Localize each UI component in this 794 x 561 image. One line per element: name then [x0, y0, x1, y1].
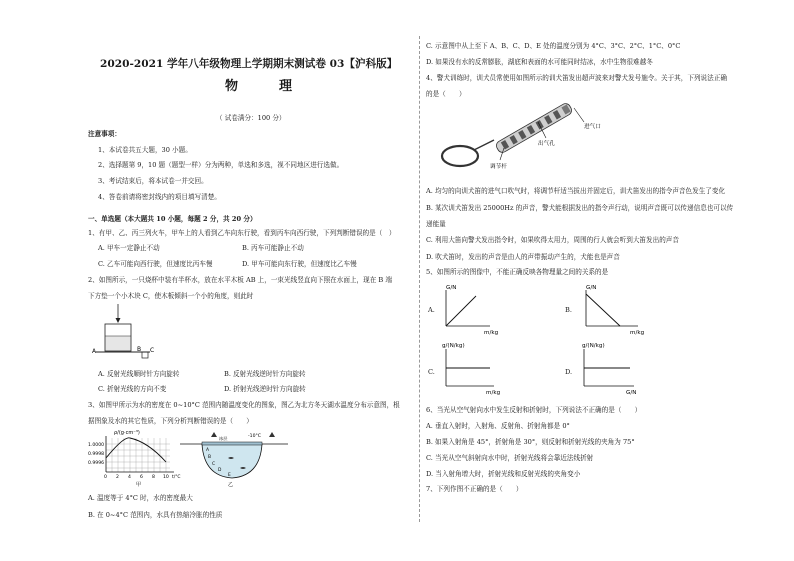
q6-stem: 6、当光从空气射向水中发生反射和折射时，下列说法不正确的是（ ）: [426, 406, 642, 414]
q3-stem: 据图象及水的其它性质，下列分析判断错误的是（ ）: [88, 417, 253, 425]
score-note: （ 试卷满分：100 分）: [216, 114, 286, 122]
q2-option-c: C. 折射光线的方向不变: [98, 385, 167, 393]
ice-layer: [202, 442, 262, 445]
section-heading: 一、单选题（本大题共 10 小题，每题 2 分，共 20 分）: [88, 215, 257, 223]
air-temperature: -10°C: [248, 434, 262, 439]
graph-c: [440, 338, 506, 396]
x-tick-label: 2: [116, 475, 119, 480]
lake-label: B: [208, 455, 212, 460]
label-c: C: [150, 347, 155, 354]
graph-b-y-label: G/N: [586, 285, 597, 291]
q2-option-b: B. 反射光线逆时针方向旋转: [224, 370, 306, 378]
q4-option-c: C. 利用大笛向警犬发出指令时，如果吹得太用力，周围的行人就会听到大笛发出的声音: [426, 236, 679, 244]
note-item: 4、答卷前请将密封线内的项目填写清楚。: [98, 193, 221, 201]
label-a: A: [92, 348, 97, 355]
graph-b-line: [586, 294, 620, 326]
outlet-label: 出气孔: [538, 141, 555, 147]
x-tick-label: 0: [104, 475, 107, 480]
right-column: [426, 0, 750, 561]
lake-water: [202, 444, 262, 478]
q5-option-d: D.: [565, 368, 573, 376]
q4-option-b: B. 某次训犬笛发出 25000Hz 的声音，警犬能根据发出的指令声行动，说明声音既可以传递信息也可以传: [426, 204, 734, 212]
whistle-body: [495, 102, 574, 154]
graph-a: [440, 280, 502, 336]
q4-option-d: D. 吹犬笛时，发出的声音是由人的声带振动产生的，犬能也是声音: [426, 253, 620, 261]
q2-stem: 2、如图所示，一只烧杯中装有半杯水，放在水平木板 AB 上，一束光线竖直向下照在水面上，现在 B 端: [88, 276, 392, 284]
q2-stem: 下方垫一个小木块 C，使木板倾斜一个小的角度，则此时: [88, 292, 254, 300]
lake-label: C: [212, 462, 216, 467]
exam-title: 2020-2021 学年八年级物理上学期期末测试卷 03【沪科版】: [100, 58, 398, 70]
graph-d-y-label: g/(N/kg): [582, 343, 605, 349]
q7-stem: 7、下列作图不正确的是（ ）: [426, 485, 523, 493]
whistle-ring: [442, 146, 478, 166]
density-grid: [106, 438, 170, 472]
q3-option-d: D. 如果没有水的反常膨胀，湖底和表面的水可能同时结冰，水中生物很难越冬: [426, 58, 653, 66]
label-b: B: [137, 346, 142, 353]
q3-option-c: C. 示意图中从上至下 A、B、C、D、E 处的温度分别为 4°C、3°C、2°C、1°C、0°C: [426, 42, 681, 50]
graph-a-y-label: G/N: [446, 285, 457, 291]
tree-icon: [269, 432, 275, 437]
q3-option-a: A. 温度等于 4°C 时，水的密度最大: [88, 494, 193, 502]
graph-a-line: [446, 296, 476, 326]
graph-a-x-label: m/kg: [484, 330, 499, 336]
ice-label: 冰层: [219, 436, 228, 441]
inlet-label: 进气口: [584, 124, 601, 130]
y-tick-label: 0.9996: [88, 461, 105, 466]
lake-label: D: [218, 468, 222, 473]
y-tick-label: 0.9998: [88, 452, 105, 457]
q6-option-b: B. 如果入射角是 45°，折射角是 30°，则反射和折射光线的夹角为 75°: [426, 438, 635, 446]
q4-option-b-cont: 递能量: [426, 220, 446, 228]
q1-stem: 1、有甲、乙、丙三列火车，甲车上的人看到乙车向东行驶，看到丙车向西行驶，下列判断错误的是（ ）: [88, 229, 396, 237]
q6-option-a: A. 垂直入射时，入射角、反射角、折射角都是 0°: [426, 422, 570, 430]
x-tick-label: 8: [152, 475, 155, 480]
block-c: [142, 352, 148, 358]
rod-label: 调节杆: [490, 164, 507, 170]
q6-option-c: C. 当光从空气斜射向水中时，折射光线将会靠近法线折射: [426, 454, 594, 462]
subject-title: 物 理: [225, 79, 307, 94]
x-axis-unit: t/°C: [172, 475, 181, 480]
tree-icon: [211, 432, 217, 438]
x-tick-label: 4: [128, 475, 131, 480]
q3-option-b: B. 在 0~4°C 范围内，水具有热缩冷胀的性质: [88, 511, 223, 519]
pointer-inlet: [574, 108, 584, 122]
y-tick-label: 1.0000: [88, 443, 105, 448]
q4-stem: 4、警犬训练时，训犬员常使用如图所示的训犬笛发出超声波来对警犬发号施令。关于其，下列说法正确: [426, 74, 727, 82]
graph-d-x-label: G/N: [626, 390, 637, 396]
q5-option-c: C.: [428, 368, 435, 376]
note-item: 3、考试结束后，将本试卷一并交回。: [98, 177, 208, 185]
ray-arrow: [116, 318, 121, 323]
x-tick-label: 10: [163, 475, 169, 480]
ring-link: [474, 140, 494, 150]
q5-option-a: A.: [428, 306, 435, 314]
lake-diagram: [180, 432, 288, 478]
notes-heading: 注意事项：: [88, 130, 121, 138]
density-figure: [88, 428, 293, 488]
column-divider: [419, 36, 420, 522]
beaker-figure: [92, 302, 172, 360]
density-axis-label: ρ/(g·cm⁻³): [114, 430, 140, 436]
q1-option-c: C. 乙车可能向西行驶，但速度比丙车慢: [98, 260, 213, 268]
figure-label-jia: 甲: [136, 482, 142, 488]
note-item: 2、选择题第 9，10 题（题型一样）分为两种，单选和多选，视不同地区进行选做。: [98, 161, 344, 169]
note-item: 1、本试卷共五大题，30 小题。: [98, 146, 192, 154]
q4-stem: 的是（ ）: [426, 90, 466, 98]
lake-label: A: [206, 448, 210, 453]
q2-option-a: A. 反射光线顺时针方向旋转: [98, 370, 180, 378]
q1-option-d: D. 甲车可能向东行驶，但速度比乙车慢: [242, 260, 357, 268]
graph-b-x-label: m/kg: [630, 330, 645, 336]
q5-option-b: B.: [565, 306, 572, 314]
whistle-figure: [434, 100, 614, 174]
figure-label-yi: 乙: [228, 482, 234, 488]
q5-stem: 5、如图所示的图像中，不能正确反映各物理量之间的关系的是: [426, 268, 609, 276]
water: [106, 336, 131, 351]
graph-c-x-label: m/kg: [486, 390, 501, 396]
q1-option-a: A. 甲车一定静止不动: [98, 244, 160, 252]
q1-option-b: B. 丙车可能静止不动: [242, 244, 304, 252]
q2-option-d: D. 折射光线逆时针方向旋转: [224, 385, 306, 393]
lake-label: E: [228, 473, 231, 478]
graph-b: [580, 280, 650, 336]
q6-option-d: D. 当入射角增大时，折射光线和反射光线的夹角变小: [426, 470, 581, 478]
left-column: [88, 0, 410, 561]
x-tick-label: 6: [140, 475, 143, 480]
graph-c-y-label: g/(N/kg): [442, 343, 465, 349]
q4-option-a: A. 均匀的向训犬笛的进气口吹气时，将调节杆适当拔出并固定后，训犬笛发出的指令声音色发生了变化: [426, 187, 726, 195]
q3-stem: 3、如图甲所示为水的密度在 0~10°C 范围内随温度变化的图象，图乙为北方冬天湖水温度分布示意图，根: [88, 401, 400, 409]
graph-d: [576, 338, 646, 396]
